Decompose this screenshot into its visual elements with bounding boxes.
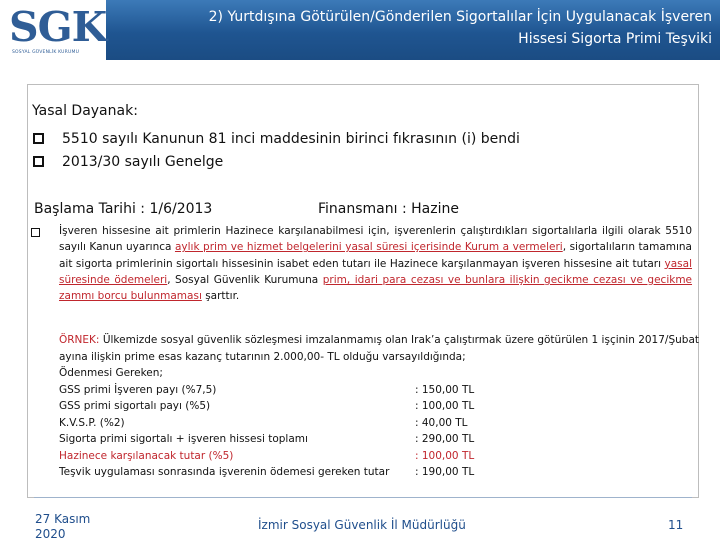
example-intro-text: Ülkemizde sosyal güvenlik sözleşmesi imzalanmamış olan Irak’a çalıştırmak üzere götürülen 1 işçinin 2017/Şubat ayına ilişkin prime esas kazanç tutarının 2.000,00- TL olduğu varsayıldığında; <box>59 334 699 363</box>
paragraph-text: İşveren hissesine ait primlerin Hazinece karşılanabilmesi için, işverenlerin çalıştırdıkları sigortalılarla ilgili olarak 5510 sayılı Kanun uyarınca <box>59 225 692 254</box>
sgk-logo <box>0 0 106 60</box>
example-row <box>59 464 699 481</box>
finansmani <box>318 201 459 217</box>
finansman-label: Finansmanı <box>318 201 398 217</box>
paragraph-highlight: aylık prim ve hizmet belgelerini yasal süresi içerisinde Kurum a vermeleri <box>174 241 563 254</box>
example-row <box>59 415 699 432</box>
page-number: 11 <box>668 518 684 532</box>
example-row-value: : 40,00 TL <box>415 416 468 429</box>
example-row-label: GSS primi İşveren payı (%7,5) <box>59 383 217 396</box>
example-row-value: : 190,00 TL <box>415 466 475 478</box>
paragraph-highlight: prim, idari para cezası ve bunlara ilişkin gecikme cezası ve gecikme zammı borcu bulunmaması <box>59 273 693 303</box>
example-row-value: : 100,00 TL <box>415 400 475 412</box>
paragraph-text: , Sosyal Güvenlik Kurumuna <box>167 273 323 286</box>
example-intro <box>59 332 699 365</box>
slide-title-line2: Hissesi Sigorta Primi Teşviki <box>518 31 712 47</box>
footer-date-line2: 2020 <box>35 527 66 541</box>
example-row <box>59 398 699 415</box>
paragraph-highlight: yasal süresinde ödemeleri <box>59 257 692 286</box>
bullet-item-2: 2013/30 sayılı Genelge <box>62 154 224 170</box>
finansman-value: : Hazine <box>401 201 459 217</box>
yasal-dayanak-heading: Yasal Dayanak: <box>32 103 138 119</box>
footer-divider <box>34 497 692 498</box>
example-row-value: : 100,00 TL <box>415 449 475 462</box>
checkbox-bullet-icon <box>33 133 44 144</box>
footer-organization: İzmir Sosyal Güvenlik İl Müdürlüğü <box>258 518 466 532</box>
example-block <box>59 332 699 481</box>
example-row-label: GSS primi sigortalı payı (%5) <box>59 400 211 412</box>
example-row-label: K.V.S.P. (%2) <box>59 416 125 429</box>
example-heading: Ödenmesi Gereken; <box>59 367 163 379</box>
conditions-paragraph <box>59 223 692 304</box>
paragraph-text: şarttır. <box>201 290 240 303</box>
example-row-value: : 150,00 TL <box>415 383 475 396</box>
slide-title <box>160 6 712 50</box>
footer-date <box>35 512 90 542</box>
example-row-label: Teşvik uygulaması sonrasında işverenin ödemesi gereken tutar <box>59 466 390 478</box>
footer-date-line1: 27 Kasım <box>35 512 91 526</box>
paragraph-text: , sigortalıların tamamına ait sigorta primlerinin sigortalı hissesinin isabet eden tutarı ile Hazinece karşılanmayan işveren hissesine ait tutarı <box>59 241 692 270</box>
checkbox-bullet-icon <box>31 228 40 237</box>
example-row-value: : 290,00 TL <box>415 433 475 445</box>
example-row <box>59 382 699 399</box>
slide-title-line1: 2) Yurtdışına Götürülen/Gönderilen Sigortalılar İçin Uygulanacak İşveren <box>208 9 712 25</box>
baslama-label: Başlama Tarihi <box>34 201 136 217</box>
example-label: ÖRNEK: <box>59 334 100 346</box>
logo-text: SGK <box>9 3 107 51</box>
example-row-label: Sigorta primi sigortalı + işveren hissesi toplamı <box>59 433 308 445</box>
bullet-item-1: 5510 sayılı Kanunun 81 inci maddesinin birinci fıkrasının (i) bendi <box>62 131 520 147</box>
baslama-tarihi <box>34 201 212 217</box>
example-row-highlighted <box>59 448 699 465</box>
example-row-label: Hazinece karşılanacak tutar (%5) <box>59 449 234 462</box>
logo-subtitle: SOSYAL GÜVENLİK KURUMU <box>12 50 80 55</box>
slide-header <box>0 0 720 60</box>
checkbox-bullet-icon <box>33 156 44 167</box>
baslama-value: : 1/6/2013 <box>140 201 213 217</box>
example-row <box>59 431 699 448</box>
